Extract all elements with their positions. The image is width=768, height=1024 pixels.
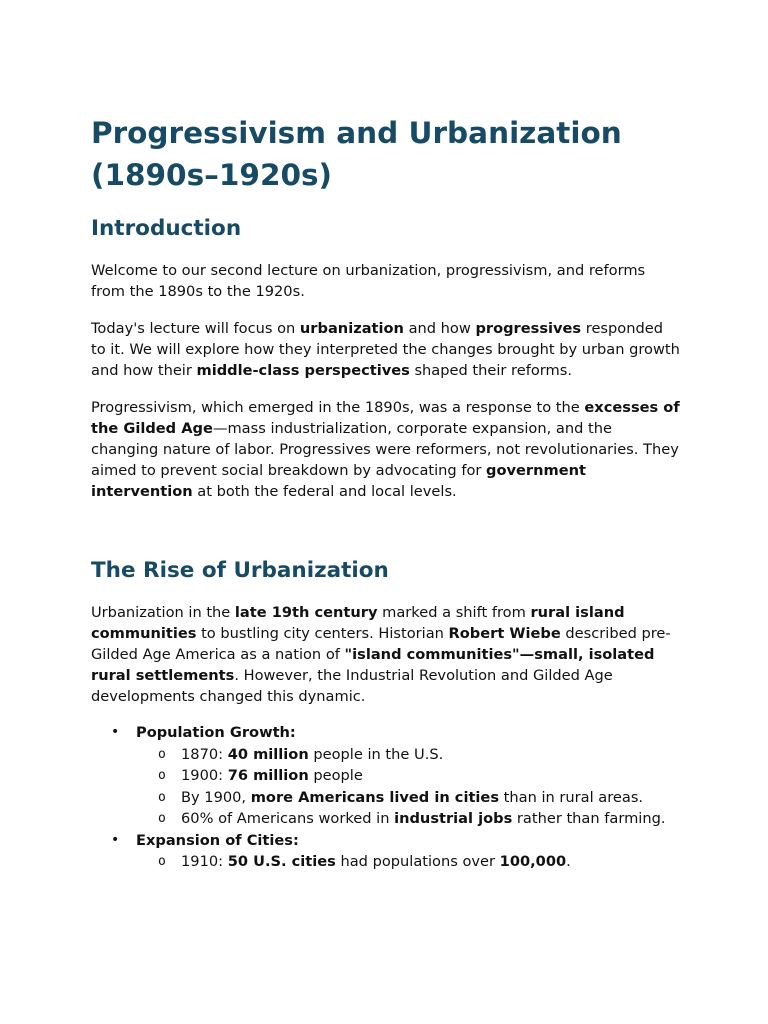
sublist-item: o 60% of Americans worked in industrial jobs rather than farming. — [91, 808, 681, 830]
expansion-sublist — [136, 851, 681, 873]
page-title: Progressivism and Urbanization (1890s–1920s) — [91, 116, 622, 192]
intro-paragraph-2: Today's lecture will focus on urbanization and how progressives responded to it. We will explore how they interpreted the changes brought by urban growth and how their middle-class perspectives shaped their reforms. — [91, 320, 680, 379]
circle-bullet-icon: o — [158, 746, 166, 762]
list-item-label: Population Growth: — [136, 724, 296, 741]
circle-bullet-icon: o — [158, 768, 166, 783]
intro-paragraph-3: Progressivism, which emerged in the 1890s, was a response to the excesses of the Gilded Age—mass industrialization, corporate expansion, and the changing nature of labor. Progressives were reformers, not revolutionaries. They aimed to prevent social breakdown by advocating for government intervention at both the federal and local levels. — [91, 399, 680, 500]
sublist-item: o By 1900, more Americans lived in cities than in rural areas. — [91, 787, 681, 809]
list-item-expansion-of-cities — [91, 830, 681, 873]
rise-heading: The Rise of Urbanization — [91, 558, 389, 583]
sublist-item: o 1900: 76 million people — [91, 765, 681, 787]
bullet-icon: • — [111, 724, 120, 740]
urbanization-list — [91, 722, 681, 873]
intro-paragraph-1: Welcome to our second lecture on urbanization, progressivism, and reforms from the 1890s to the 1920s. — [91, 262, 646, 300]
population-sublist — [136, 744, 681, 830]
rise-paragraph-1: Urbanization in the late 19th century marked a shift from rural island communities to bustling city centers. Historian Robert Wiebe described pre-Gilded Age America as a nation of "island communities"—small, isolated rural settlements. However, the Industrial Revolution and Gilded Age developments changed this dynamic. — [91, 604, 671, 705]
list-item-label: Expansion of Cities: — [136, 831, 299, 849]
list-item-population-growth — [91, 722, 681, 830]
circle-bullet-icon: o — [158, 811, 166, 826]
intro-heading: Introduction — [91, 216, 242, 241]
circle-bullet-icon: o — [158, 854, 166, 869]
bullet-icon: • — [111, 831, 120, 848]
circle-bullet-icon: o — [158, 789, 166, 805]
document-content — [91, 112, 681, 873]
sublist-item: o 1870: 40 million people in the U.S. — [91, 744, 681, 766]
sublist-item: o 1910: 50 U.S. cities had populations over 100,000. — [91, 851, 681, 873]
